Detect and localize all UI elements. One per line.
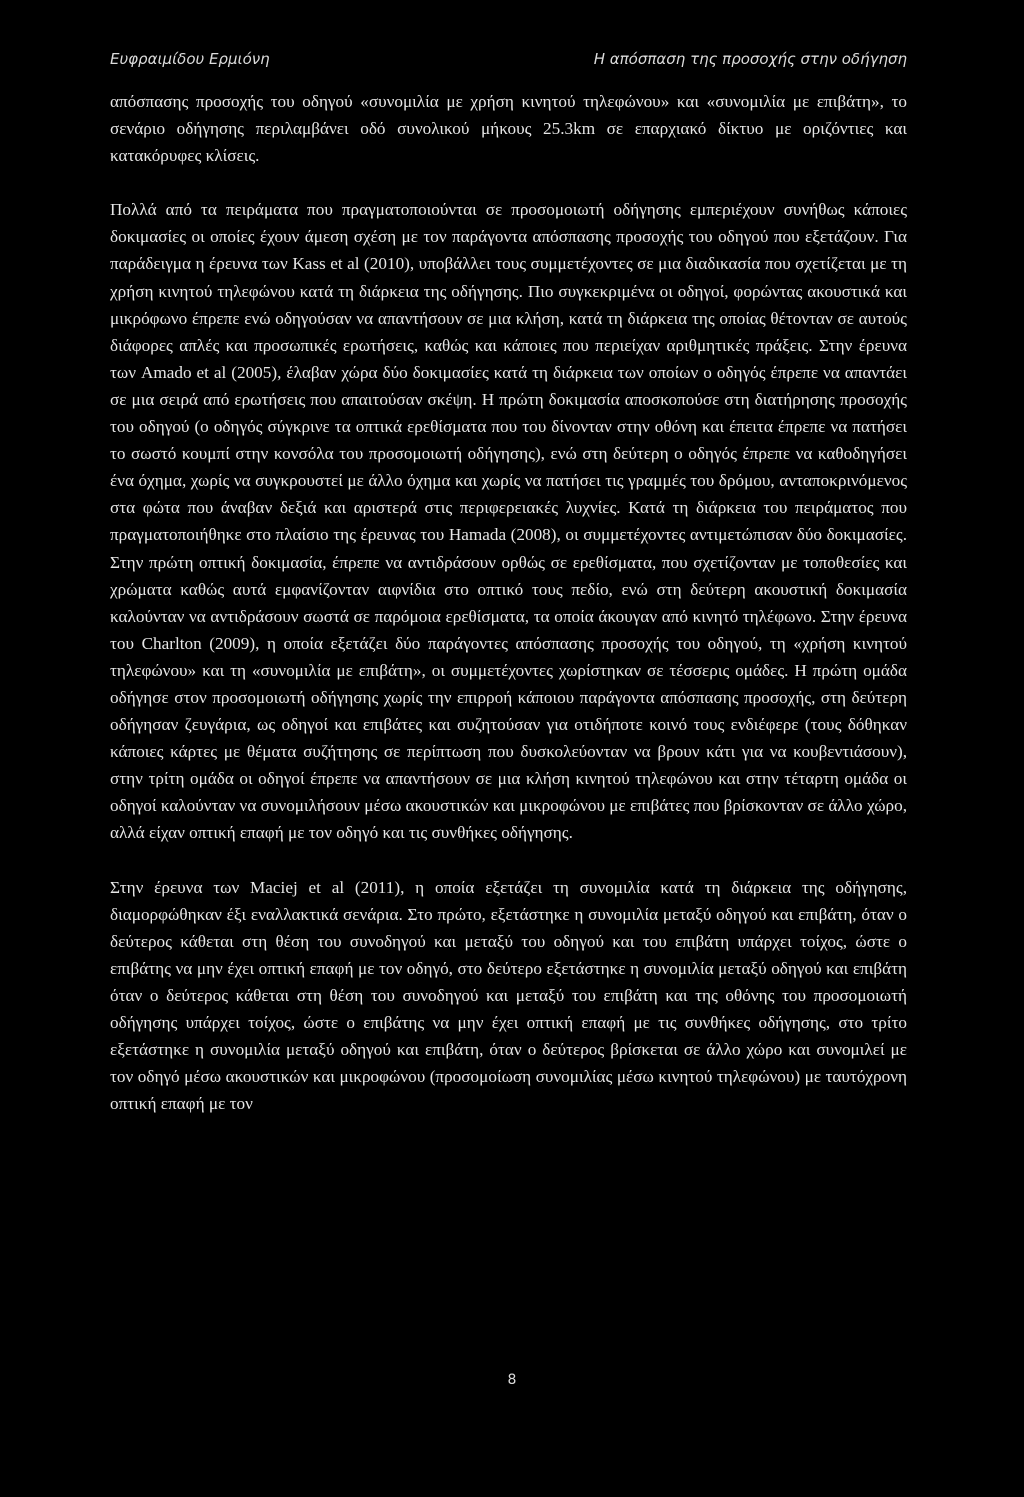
paragraph-2: Πολλά από τα πειράματα που πραγματοποιούνται σε προσομοιωτή οδήγησης εμπεριέχουν συνήθως κάποιες δοκιμασίες οι οποίες έχουν άμεση σχέση με τον παράγοντα απόσπασης προσοχής του οδηγού που εξετάζουν. Για παράδειγμα η έρευνα των Kass et al (2010), υποβάλλει τους συμμετέχοντες σε μια διαδικασία που σχετίζεται με τη χρήση κινητού τηλεφώνου κατά τη διάρκεια της οδήγησης. Πιο συγκεκριμένα οι οδηγοί, φορώντας ακουστικά και μικρόφωνο έπρεπε ενώ οδηγούσαν να απαντήσουν σε μια κλήση, κατά τη διάρκεια της οποίας θέτονταν σε αυτούς διάφορες απλές και προσωπικές ερωτήσεις, καθώς και κάποιες που περιείχαν αριθμητικές πράξεις. Στην έρευνα των Amado et al (2005), έλαβαν χώρα δύο δοκιμασίες κατά τη διάρκεια των οποίων ο οδηγός έπρεπε να απαντάει σε μια σειρά από ερωτήσεις που απαιτούσαν σκέψη. Η πρώτη δοκιμασία αποσκοπούσε στη διατήρησης προσοχής του οδηγού (ο οδηγός σύγκρινε τα οπτικά ερεθίσματα που του δίνονταν στην οθόνη και έπειτα έπρεπε να πατήσει το σωστό κουμπί στην κονσόλα του προσομοιωτή οδήγησης), ενώ στη δεύτερη ο οδηγός έπρεπε να καθοδηγήσει ένα όχημα, χωρίς να συγκρουστεί με άλλο όχημα και χωρίς να πατήσει τις γραμμές του δρόμου, ανταποκρινόμενος στα φώτα που άναβαν δεξιά και αριστερά στις περιφερειακές λυχνίες. Κατά τη διάρκεια του πειράματος που πραγματοποιήθηκε στο πλαίσιο της έρευνας του Hamada (2008), οι συμμετέχοντες αντιμετώπισαν δύο δοκιμασίες. Στην πρώτη οπτική δοκιμασία, έπρεπε να αντιδράσουν ορθώς σε ερεθίσματα, που σχετίζονταν με τοποθεσίες και χρώματα καθώς αυτά εμφανίζονταν αιφνίδια στο οπτικό τους πεδίο, ενώ στη δεύτερη ακουστική δοκιμασία καλούνταν να αντιδράσουν σωστά σε παρόμοια ερεθίσματα, τα οποία άκουγαν από κινητό τηλέφωνο. Στην έρευνα του Charlton (2009), η οποία εξετάζει δύο παράγοντες απόσπασης προσοχής του οδηγού, τη «χρήση κινητού τηλεφώνου» και τη «συνομιλία με επιβάτη», οι συμμετέχοντες χωρίστηκαν σε τέσσερις ομάδες. Η πρώτη ομάδα οδήγησε στον προσομοιωτή οδήγησης χωρίς την επιρροή κάποιου παράγοντα απόσπασης προσοχής, στη δεύτερη οδήγησαν ζευγάρια, ως οδηγοί και επιβάτες και συζητούσαν για οτιδήποτε κοινό τους ενδιέφερε (τους δόθηκαν κάποιες κάρτες με θέματα συζήτησης σε περίπτωση που δυσκολεύονταν να βρουν κάτι για να κουβεντιάσουν), στην τρίτη ομάδα οι οδηγοί έπρεπε να απαντήσουν σε μια κλήση κινητού τηλεφώνου και στην τέταρτη ομάδα οι οδηγοί καλούνταν να συνομιλήσουν μέσω ακουστικών και μικροφώνου με επιβάτες που βρίσκονταν σε άλλο χώρο, αλλά είχαν οπτική επαφή με τον οδηγό και τις συνθήκες οδήγησης. xyxy=(110,200,907,843)
paragraph-1: απόσπασης προσοχής του οδηγού «συνομιλία με χρήση κινητού τηλεφώνου» και «συνομιλία με επιβάτη», το σενάριο οδήγησης περιλαμβάνει οδό συνολικού μήκους 25.3km σε επαρχιακό δίκτυο με οριζόντιες και κατακόρυφες κλίσεις. xyxy=(110,92,907,166)
paragraph-3: Στην έρευνα των Maciej et al (2011), η οποία εξετάζει τη συνομιλία κατά τη διάρκεια της οδήγησης, διαμορφώθηκαν έξι εναλλακτικά σενάρια. Στο πρώτο, εξετάστηκε η συνομιλία μεταξύ οδηγού και επιβάτη, όταν ο δεύτερος κάθεται στη θέση του συνοδηγού και μεταξύ του οδηγού και του επιβάτη υπάρχει τοίχος, ώστε ο επιβάτης να μην έχει οπτική επαφή με τον οδηγό, στο δεύτερο εξετάστηκε η συνομιλία μεταξύ οδηγού και επιβάτη όταν ο δεύτερος κάθεται στη θέση του συνοδηγού και μεταξύ του επιβάτη και της οθόνης του προσομοιωτή οδήγησης υπάρχει τοίχος, ώστε ο επιβάτης να μην έχει οπτική επαφή με τις συνθήκες οδήγησης, στο τρίτο εξετάστηκε η συνομιλία μεταξύ οδηγού και επιβάτη, όταν ο δεύτερος βρίσκεται σε άλλο χώρο και συνομιλεί με τον οδηγό μέσω ακουστικών και μικροφώνου (προσομοίωση συνομιλίας μέσω κινητού τηλεφώνου) με ταυτόχρονη οπτική επαφή με τον xyxy=(110,877,907,1114)
header-author: Ευφραιμίδου Ερμιόνη xyxy=(110,50,270,68)
document-body xyxy=(110,88,907,1117)
header-title: Η απόσπαση της προσοχής στην οδήγηση xyxy=(593,50,907,68)
page-header xyxy=(110,50,907,74)
page-number: 8 xyxy=(507,1372,517,1388)
